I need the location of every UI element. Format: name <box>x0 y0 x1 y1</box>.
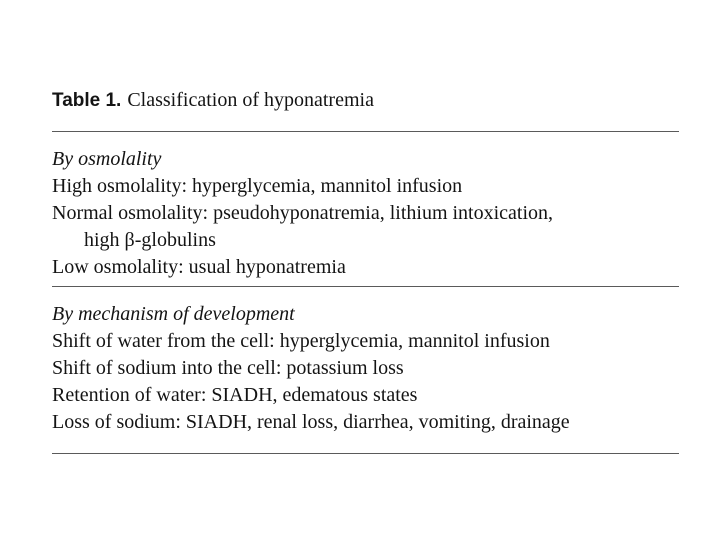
bottom-rule <box>52 453 679 454</box>
table-row <box>52 409 679 436</box>
row-text: Retention of water: SIADH, edematous states <box>52 384 418 406</box>
table-row <box>52 382 679 409</box>
table-row <box>52 173 679 200</box>
table-label: Table 1. <box>52 90 122 111</box>
classification-table <box>52 86 679 454</box>
section-mechanism <box>52 287 679 453</box>
row-text: Low osmolality: usual hyponatremia <box>52 256 346 278</box>
table-row <box>52 355 679 382</box>
section-heading: By osmolality <box>52 148 162 170</box>
table-caption <box>52 86 679 131</box>
table-row <box>52 200 679 254</box>
row-text: Shift of water from the cell: hyperglycemia, mannitol infusion <box>52 330 550 352</box>
table-title: Classification of hyponatremia <box>127 89 374 111</box>
row-text: Shift of sodium into the cell: potassium loss <box>52 357 404 379</box>
table-row <box>52 328 679 355</box>
row-continuation: high β-globulins <box>84 229 216 251</box>
section-osmolality <box>52 132 679 286</box>
section-heading: By mechanism of development <box>52 303 295 325</box>
table-row <box>52 254 679 281</box>
row-text: Loss of sodium: SIADH, renal loss, diarrhea, vomiting, drainage <box>52 411 570 433</box>
row-text: High osmolality: hyperglycemia, mannitol infusion <box>52 175 463 197</box>
row-text: Normal osmolality: pseudohyponatremia, lithium intoxication, <box>52 202 554 224</box>
